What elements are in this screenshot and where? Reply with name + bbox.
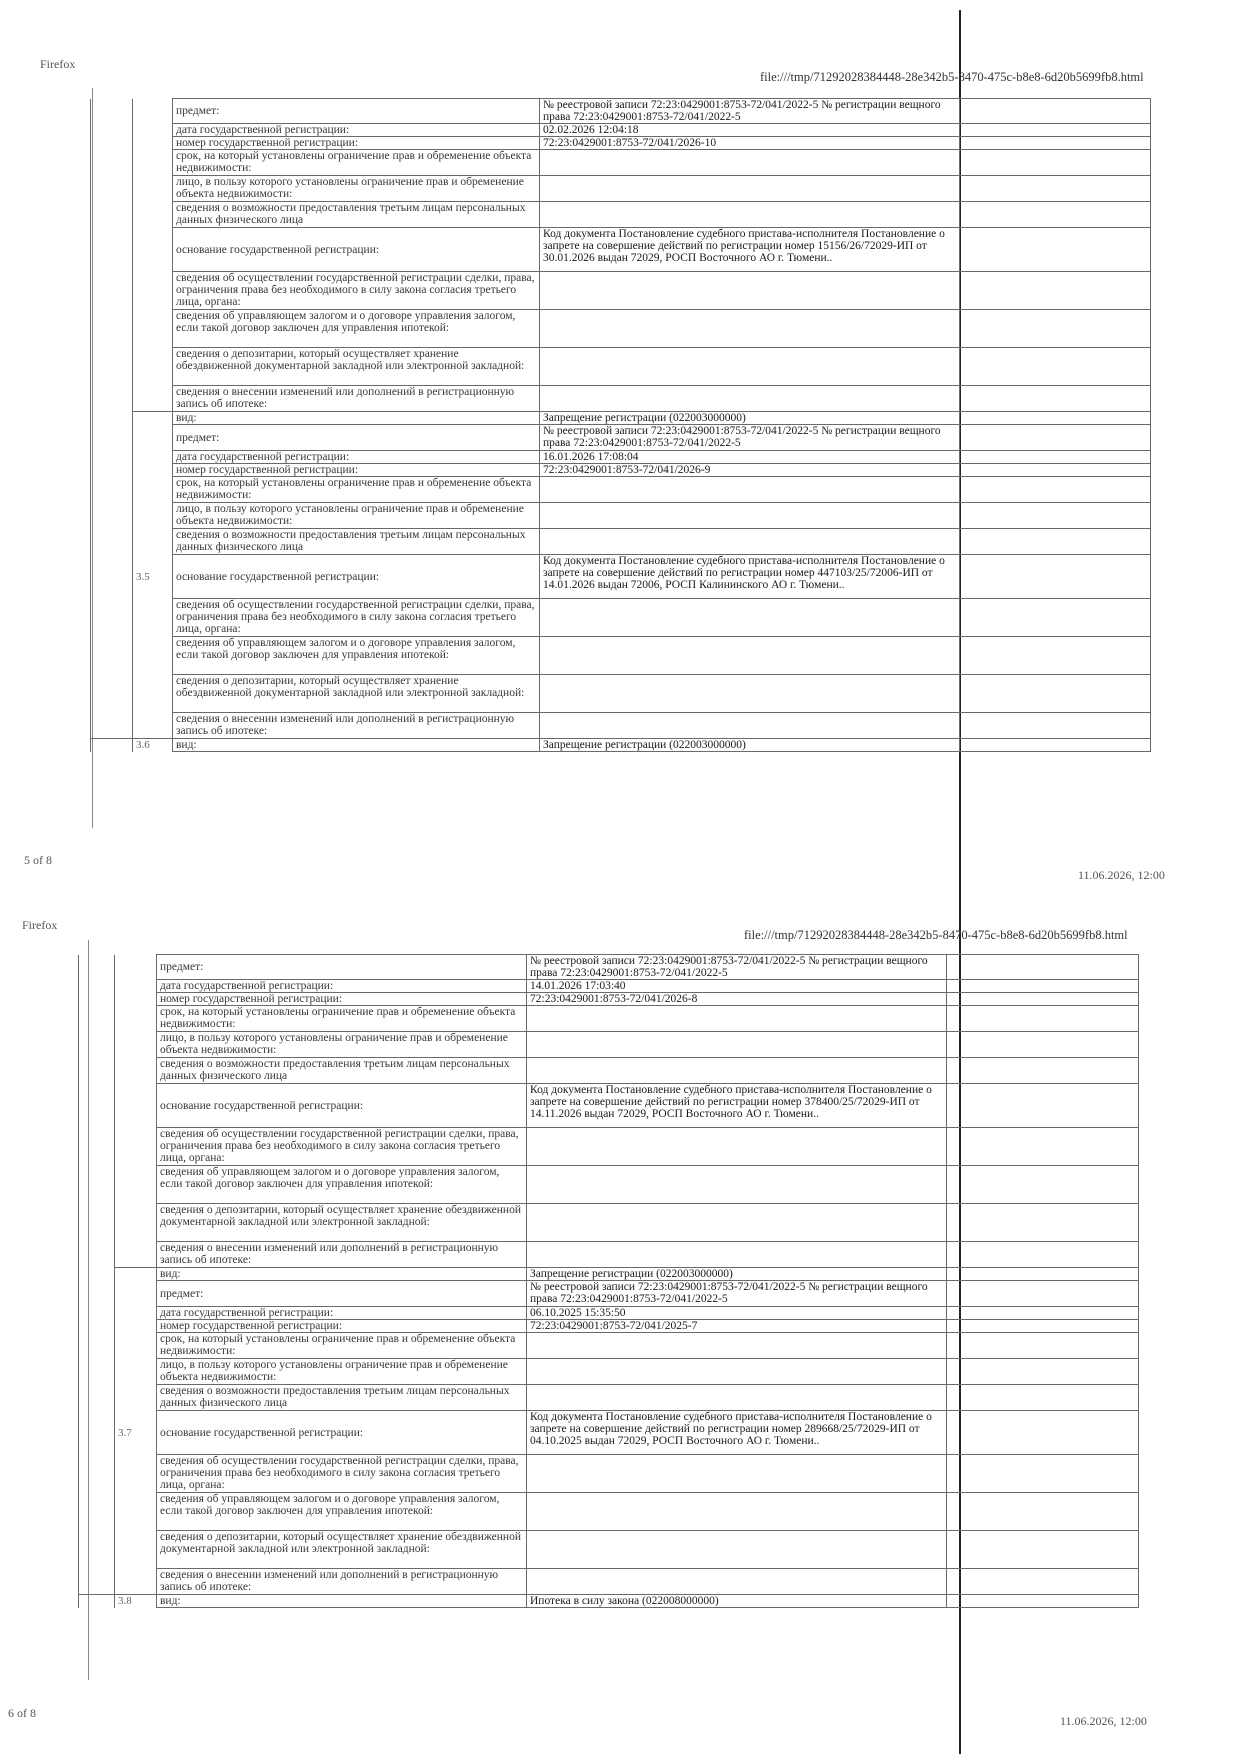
row-label: срок, на который установлены ограничение прав и обременение объекта недвижимости:: [173, 477, 540, 503]
row-label: сведения об управляющем залогом и о договоре управления залогом, если такой договор заключен для управления ипотекой:: [157, 1166, 527, 1204]
row-value: № реестровой записи 72:23:0429001:8753-72/041/2022-5 № регистрации вещного права 72:23:0429001:8753-72/041/2022-5: [540, 425, 960, 451]
entry-number: 3.8: [115, 1595, 157, 1608]
row-label: номер государственной регистрации:: [157, 993, 527, 1006]
row-label: лицо, в пользу которого установлены ограничение прав и обременение объекта недвижимости:: [157, 1032, 527, 1058]
row-label: сведения о депозитарии, который осуществляет хранение обездвиженной документарной закладной или электронной закладной:: [173, 675, 540, 713]
page-counter: 5 of 8: [24, 853, 52, 867]
row-label: номер государственной регистрации:: [173, 464, 540, 477]
row-value: Код документа Постановление судебного пристава-исполнителя Постановление о запрете на совершение действий по регистрации номер 378400/25/72029-ИП от 14.11.2026 выдан 72029, РОСП Восточного АО г. Тюмени..: [527, 1084, 947, 1128]
page-url: file:///tmp/71292028384448-28e342b5-8470-475c-b8e8-6d20b5699fb8.html: [744, 928, 1128, 942]
row-value: Код документа Постановление судебного пристава-исполнителя Постановление о запрете на совершение действий по регистрации номер 447103/25/72006-ИП от 14.01.2026 выдан 72006, РОСП Калининского АО г. Тюмени..: [540, 555, 960, 599]
row-value: 72:23:0429001:8753-72/041/2025-7: [527, 1320, 947, 1333]
page-url: file:///tmp/71292028384448-28e342b5-8470-475c-b8e8-6d20b5699fb8.html: [760, 70, 1144, 84]
row-value: Запрещение регистрации (022003000000): [540, 739, 960, 752]
row-value: Запрещение регистрации (022003000000): [540, 412, 960, 425]
entry-number: 3.7: [115, 1411, 157, 1455]
row-label: дата государственной регистрации:: [173, 451, 540, 464]
row-label: сведения о депозитарии, который осуществляет хранение обездвиженной документарной закладной или электронной закладной:: [157, 1531, 527, 1569]
row-label: предмет:: [173, 99, 540, 124]
row-value: Запрещение регистрации (022003000000): [527, 1268, 947, 1281]
row-label: сведения о возможности предоставления третьим лицам персональных данных физического лица: [157, 1385, 527, 1411]
row-label: сведения о возможности предоставления третьим лицам персональных данных физического лица: [157, 1058, 527, 1084]
row-label: сведения о депозитарии, который осуществляет хранение обездвиженной документарной закладной или электронной закладной:: [173, 348, 540, 386]
row-value: 16.01.2026 17:08:04: [540, 451, 960, 464]
row-label: сведения о внесении изменений или дополнений в регистрационную запись об ипотеке:: [173, 713, 540, 739]
row-label: сведения о депозитарии, который осуществляет хранение обездвиженной документарной закладной или электронной закладной:: [157, 1204, 527, 1242]
print-date: 11.06.2026, 12:00: [1060, 1714, 1147, 1728]
row-label: сведения о возможности предоставления третьим лицам персональных данных физического лица: [173, 202, 540, 228]
row-label: вид:: [173, 739, 540, 752]
row-label: срок, на который установлены ограничение прав и обременение объекта недвижимости:: [173, 150, 540, 176]
register-table-page-2: [78, 954, 1139, 1608]
browser-name: Firefox: [22, 918, 58, 932]
row-value: 14.01.2026 17:03:40: [527, 980, 947, 993]
row-value: № реестровой записи 72:23:0429001:8753-72/041/2022-5 № регистрации вещного права 72:23:0429001:8753-72/041/2022-5: [527, 1281, 947, 1307]
row-label: сведения о внесении изменений или дополнений в регистрационную запись об ипотеке:: [157, 1242, 527, 1268]
row-label: основание государственной регистрации:: [157, 1411, 527, 1455]
row-label: предмет:: [173, 425, 540, 451]
entry-number: 3.6: [133, 739, 173, 752]
row-value: 72:23:0429001:8753-72/041/2026-9: [540, 464, 960, 477]
row-label: вид:: [157, 1268, 527, 1281]
row-label: срок, на который установлены ограничение прав и обременение объекта недвижимости:: [157, 1333, 527, 1359]
row-value: 72:23:0429001:8753-72/041/2026-10: [540, 137, 960, 150]
page-counter: 6 of 8: [8, 1706, 36, 1720]
row-label: срок, на который установлены ограничение прав и обременение объекта недвижимости:: [157, 1006, 527, 1032]
row-label: номер государственной регистрации:: [157, 1320, 527, 1333]
row-label: сведения об управляющем залогом и о договоре управления залогом, если такой договор заключен для управления ипотекой:: [157, 1493, 527, 1531]
row-label: сведения о внесении изменений или дополнений в регистрационную запись об ипотеке:: [173, 386, 540, 412]
print-date: 11.06.2026, 12:00: [1078, 868, 1165, 882]
row-label: сведения об осуществлении государственной регистрации сделки, права, ограничения права без необходимого в силу закона согласия третьего лица, органа:: [157, 1455, 527, 1493]
row-label: сведения о внесении изменений или дополнений в регистрационную запись об ипотеке:: [157, 1569, 527, 1595]
row-label: дата государственной регистрации:: [157, 1307, 527, 1320]
register-table-page-1: [90, 98, 1151, 752]
row-label: сведения об осуществлении государственной регистрации сделки, права, ограничения права без необходимого в силу закона согласия третьего лица, органа:: [173, 599, 540, 637]
row-label: вид:: [173, 412, 540, 425]
row-label: сведения о возможности предоставления третьим лицам персональных данных физического лица: [173, 529, 540, 555]
row-label: сведения об управляющем залогом и о договоре управления залогом, если такой договор заключен для управления ипотекой:: [173, 310, 540, 348]
row-label: дата государственной регистрации:: [157, 980, 527, 993]
browser-name: Firefox: [40, 57, 76, 71]
row-value: № реестровой записи 72:23:0429001:8753-72/041/2022-5 № регистрации вещного права 72:23:0429001:8753-72/041/2022-5: [527, 955, 947, 980]
row-value: Ипотека в силу закона (022008000000): [527, 1595, 947, 1608]
row-label: основание государственной регистрации:: [173, 228, 540, 272]
row-label: предмет:: [157, 1281, 527, 1307]
row-label: сведения об осуществлении государственной регистрации сделки, права, ограничения права без необходимого в силу закона согласия третьего лица, органа:: [157, 1128, 527, 1166]
row-label: лицо, в пользу которого установлены ограничение прав и обременение объекта недвижимости:: [173, 176, 540, 202]
row-label: лицо, в пользу которого установлены ограничение прав и обременение объекта недвижимости:: [173, 503, 540, 529]
row-value: Код документа Постановление судебного пристава-исполнителя Постановление о запрете на совершение действий по регистрации номер 289668/25/72029-ИП от 04.10.2025 выдан 72029, РОСП Восточного АО г. Тюмени..: [527, 1411, 947, 1455]
row-label: сведения об осуществлении государственной регистрации сделки, права, ограничения права без необходимого в силу закона согласия третьего лица, органа:: [173, 272, 540, 310]
row-value: Код документа Постановление судебного пристава-исполнителя Постановление о запрете на совершение действий по регистрации номер 15156/26/72029-ИП от 30.01.2026 выдан 72029, РОСП Восточного АО г. Тюмени..: [540, 228, 960, 272]
row-label: номер государственной регистрации:: [173, 137, 540, 150]
row-label: лицо, в пользу которого установлены ограничение прав и обременение объекта недвижимости:: [157, 1359, 527, 1385]
row-value: 72:23:0429001:8753-72/041/2026-8: [527, 993, 947, 1006]
row-label: сведения об управляющем залогом и о договоре управления залогом, если такой договор заключен для управления ипотекой:: [173, 637, 540, 675]
row-label: предмет:: [157, 955, 527, 980]
row-label: вид:: [157, 1595, 527, 1608]
row-label: дата государственной регистрации:: [173, 124, 540, 137]
row-label: основание государственной регистрации:: [173, 555, 540, 599]
row-label: основание государственной регистрации:: [157, 1084, 527, 1128]
row-value: 02.02.2026 12:04:18: [540, 124, 960, 137]
row-value: 06.10.2025 15:35:50: [527, 1307, 947, 1320]
row-value: № реестровой записи 72:23:0429001:8753-72/041/2022-5 № регистрации вещного права 72:23:0429001:8753-72/041/2022-5: [540, 99, 960, 124]
entry-number: 3.5: [133, 555, 173, 599]
